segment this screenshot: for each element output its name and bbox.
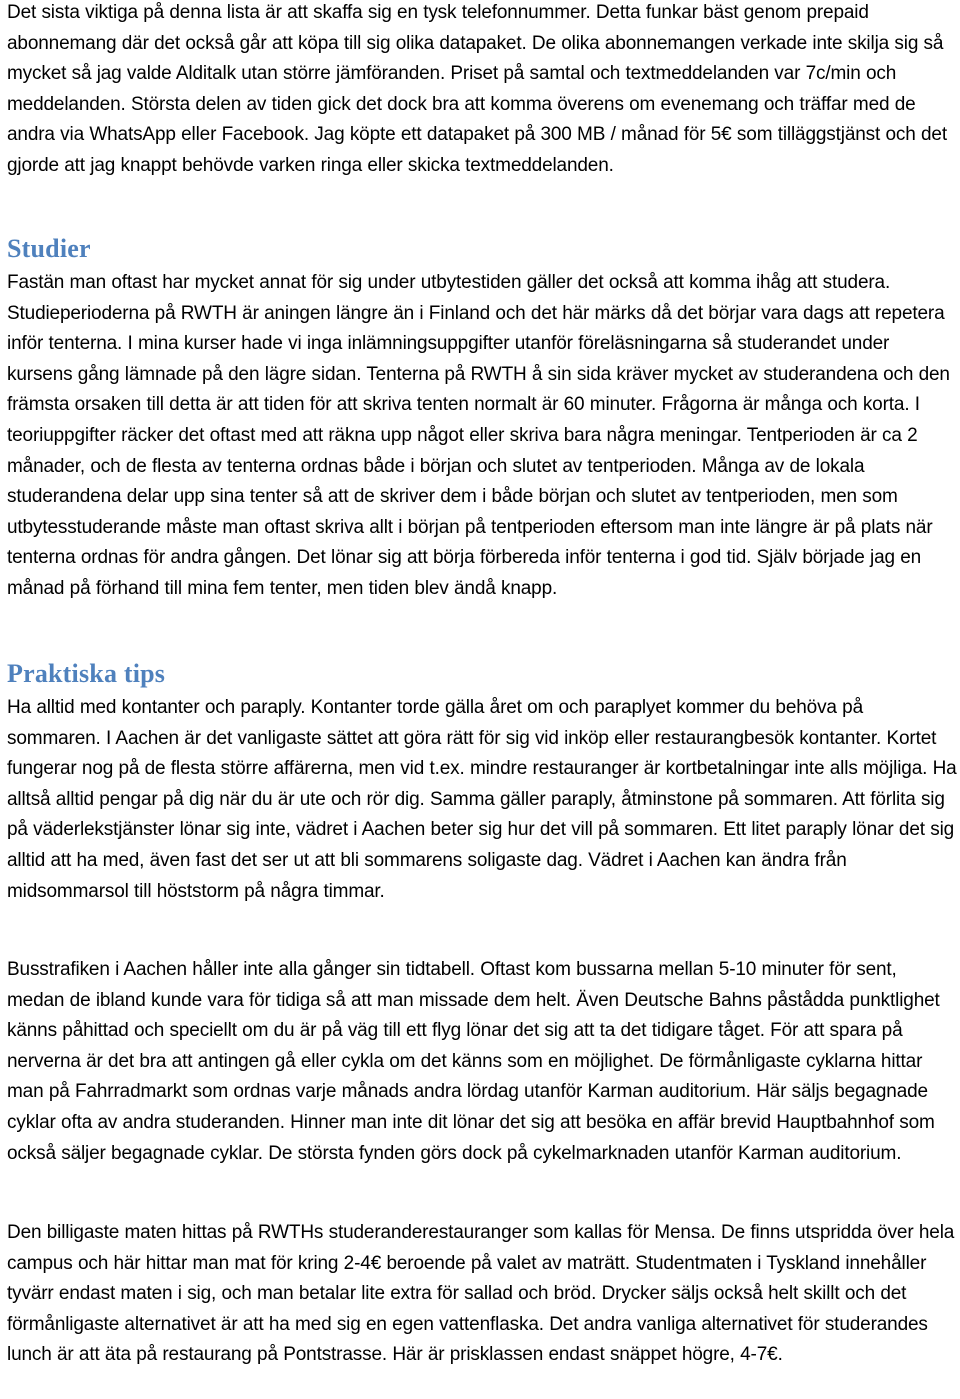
section-heading-praktiska-tips: Praktiska tips <box>7 659 166 688</box>
praktiska-paragraph-3: Den billigaste maten hittas på RWTHs studeranderestauranger som kallas för Mensa. De finns utspridda över hela campus och här hittar man mat för kring 2-4€ beroende på valet av maträtt. Studentmaten i Tyskland innehåller tyvärr endast maten i sig, och man betalar lite extra för sallad och bröd. Drycker säljs också helt skillt och det förmånligaste alternativet är att ha med sig en egen vattenflaska. Det andra vanliga alternativet för studerandes lunch är att äta på restaurang på Pontstrasse. Här är prisklassen endast snäppet högre, 4-7€. <box>7 1222 955 1366</box>
praktiska-paragraph-2: Busstrafiken i Aachen håller inte alla gånger sin tidtabell. Oftast kom bussarna mellan 5-10 minuter för sent, medan de ibland kunde vara för tidiga så att man missade dem helt. Även Deutsche Bahns påstådda punktlighet känns påhittad och speciellt om du är på väg till ett flyg lönar det sig att ta det tidigare tåget. För att spara på nerverna är det bra att antingen gå eller cykla om det känns som en möjlighet. De förmånligaste cyklarna hittar man på Fahrradmarkt som ordnas varje månads andra lördag utanför Karman auditorium. Här säljs begagnade cyklar ofta av andra studeranden. Hinner man inte dit lönar det sig att besöka en affär brevid Hauptbahnhof som också säljer begagnade cyklar. De största fynden görs dock på cykelmarknaden utanför Karman auditorium. <box>7 959 940 1164</box>
praktiska-paragraph-1: Ha alltid med kontanter och paraply. Kontanter torde gälla året om och paraplyet kommer du behöva på sommaren. I Aachen är det vanligaste sättet att göra rätt för sig vid inköp eller restaurangbesök kontanter. Kortet fungerar nog på de flesta större affärerna, men vid t.ex. mindre restauranger är kortbetalningar inte alls möjliga. Ha alltså alltid pengar på dig när du är ute och rör dig. Samma gäller paraply, åtminstone på sommaren. Att förlita sig på väderlekstjänster lönar sig inte, vädret i Aachen beter sig hur det vill på sommaren. Ett litet paraply lönar det sig alltid att ha med, även fast det ser ut att bli sommarens soligaste dag. Vädret i Aachen kan ändra från midsommarsol till höststorm på några timmar. <box>7 697 957 902</box>
section-heading-studier: Studier <box>7 234 91 263</box>
studier-paragraph: Fastän man oftast har mycket annat för sig under utbytestiden gäller det också att komma ihåg att studera. Studieperioderna på RWTH är aningen längre än i Finland och det här märks då det börjar vara dags att repetera inför tenterna. I mina kurser hade vi inga inlämningsuppgifter utanför föreläsningarna så studerandet under kursens gång lämnade på den lägre sidan. Tenterna på RWTH å sin sida kräver mycket av studerandena och den främsta orsaken till detta är att tiden för att skriva tenten normalt är 60 minuter. Frågorna är många och korta. I teoriuppgifter räcker det oftast med att räkna upp något eller skriva bara några meningar. Tentperioden är ca 2 månader, och de flesta av tenterna ordnas både i början och slutet av tentperioden. Många av de lokala studerandena delar upp sina tenter så att de skriver dem i både början och slutet av tentperioden, men som utbytesstuderande måste man oftast skriva allt i början på tentperioden eftersom man inte längre är på plats när tenterna ordnas för andra gången. Det lönar sig att börja förbereda inför tenterna i god tid. Själv började jag en månad på förhand till mina fem tenter, men tiden blev ändå knapp. <box>7 272 950 599</box>
intro-paragraph: Det sista viktiga på denna lista är att skaffa sig en tysk telefonnummer. Detta funkar bäst genom prepaid abonnemang där det också går att köpa till sig olika datapaket. De olika abonnemangen verkade inte skilja sig så mycket så jag valde Alditalk utan större jämföranden. Priset på samtal och textmeddelanden var 7c/min och meddelanden. Största delen av tiden gick det dock bra att komma överens om evenemang och träffar med de andra via WhatsApp eller Facebook. Jag köpte ett datapaket på 300 MB / månad för 5€ som tilläggstjänst och det gjorde att jag knappt behövde varken ringa eller skicka textmeddelanden. <box>7 2 947 176</box>
